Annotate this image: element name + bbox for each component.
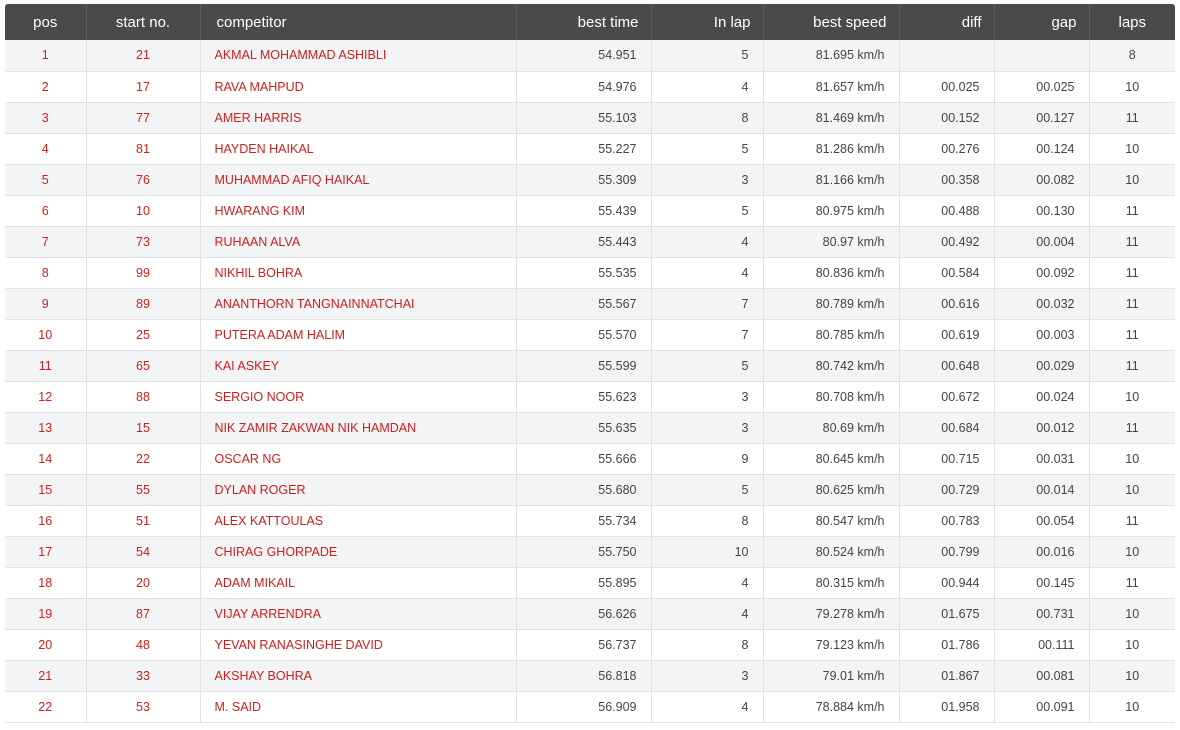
cell-start-no: 48 bbox=[86, 629, 200, 660]
table-row[interactable] bbox=[5, 195, 1175, 226]
cell-start-no: 10 bbox=[86, 195, 200, 226]
cell-diff: 00.729 bbox=[899, 474, 994, 505]
table-row[interactable] bbox=[5, 133, 1175, 164]
cell-gap: 00.124 bbox=[994, 133, 1089, 164]
cell-start-no: 54 bbox=[86, 536, 200, 567]
cell-pos: 8 bbox=[5, 257, 86, 288]
column-header-laps[interactable]: laps bbox=[1089, 4, 1175, 40]
cell-start-no: 22 bbox=[86, 443, 200, 474]
cell-in-lap: 4 bbox=[651, 691, 763, 722]
cell-pos: 2 bbox=[5, 71, 86, 102]
cell-gap: 00.032 bbox=[994, 288, 1089, 319]
cell-in-lap: 4 bbox=[651, 71, 763, 102]
cell-diff: 01.958 bbox=[899, 691, 994, 722]
cell-diff: 00.616 bbox=[899, 288, 994, 319]
table-row[interactable] bbox=[5, 319, 1175, 350]
cell-best-time: 55.680 bbox=[516, 474, 651, 505]
cell-competitor-link[interactable]: SERGIO NOOR bbox=[200, 381, 516, 412]
cell-laps: 11 bbox=[1089, 195, 1175, 226]
cell-diff: 00.276 bbox=[899, 133, 994, 164]
table-row[interactable] bbox=[5, 629, 1175, 660]
cell-in-lap: 3 bbox=[651, 660, 763, 691]
table-row[interactable] bbox=[5, 71, 1175, 102]
cell-best-speed: 78.884 km/h bbox=[763, 691, 899, 722]
cell-best-speed: 79.01 km/h bbox=[763, 660, 899, 691]
cell-best-speed: 79.278 km/h bbox=[763, 598, 899, 629]
cell-best-speed: 80.625 km/h bbox=[763, 474, 899, 505]
cell-pos: 15 bbox=[5, 474, 86, 505]
cell-gap: 00.091 bbox=[994, 691, 1089, 722]
cell-laps: 11 bbox=[1089, 288, 1175, 319]
cell-competitor-link[interactable]: NIKHIL BOHRA bbox=[200, 257, 516, 288]
cell-gap: 00.031 bbox=[994, 443, 1089, 474]
table-row[interactable] bbox=[5, 660, 1175, 691]
column-header-in-lap[interactable]: In lap bbox=[651, 4, 763, 40]
cell-pos: 19 bbox=[5, 598, 86, 629]
column-header-pos[interactable]: pos bbox=[33, 13, 58, 31]
cell-in-lap: 3 bbox=[651, 412, 763, 443]
results-table-container bbox=[5, 4, 1175, 723]
cell-best-speed: 80.524 km/h bbox=[763, 536, 899, 567]
cell-in-lap: 5 bbox=[651, 40, 763, 71]
cell-pos: 1 bbox=[5, 40, 86, 71]
cell-gap: 00.004 bbox=[994, 226, 1089, 257]
table-row[interactable] bbox=[5, 505, 1175, 536]
cell-pos: 16 bbox=[5, 505, 86, 536]
cell-gap: 00.014 bbox=[994, 474, 1089, 505]
cell-gap: 00.012 bbox=[994, 412, 1089, 443]
cell-gap: 00.003 bbox=[994, 319, 1089, 350]
table-header-row bbox=[5, 4, 1175, 40]
cell-best-time: 54.951 bbox=[516, 40, 651, 71]
cell-start-no: 53 bbox=[86, 691, 200, 722]
cell-pos: 6 bbox=[5, 195, 86, 226]
cell-laps: 10 bbox=[1089, 164, 1175, 195]
cell-gap: 00.111 bbox=[994, 629, 1089, 660]
cell-best-speed: 80.69 km/h bbox=[763, 412, 899, 443]
cell-gap: 00.024 bbox=[994, 381, 1089, 412]
cell-gap: 00.731 bbox=[994, 598, 1089, 629]
cell-in-lap: 10 bbox=[651, 536, 763, 567]
cell-gap bbox=[994, 40, 1089, 71]
cell-start-no: 99 bbox=[86, 257, 200, 288]
cell-best-speed: 80.836 km/h bbox=[763, 257, 899, 288]
table-row[interactable] bbox=[5, 412, 1175, 443]
cell-laps: 10 bbox=[1089, 629, 1175, 660]
table-row[interactable] bbox=[5, 691, 1175, 722]
cell-best-time: 55.666 bbox=[516, 443, 651, 474]
cell-in-lap: 8 bbox=[651, 102, 763, 133]
cell-pos: 11 bbox=[5, 350, 86, 381]
cell-best-speed: 81.286 km/h bbox=[763, 133, 899, 164]
cell-diff: 00.715 bbox=[899, 443, 994, 474]
cell-competitor-link[interactable]: MUHAMMAD AFIQ HAIKAL bbox=[200, 164, 516, 195]
cell-laps: 11 bbox=[1089, 505, 1175, 536]
cell-start-no: 89 bbox=[86, 288, 200, 319]
cell-competitor-link[interactable]: AMER HARRIS bbox=[200, 102, 516, 133]
table-row[interactable] bbox=[5, 567, 1175, 598]
cell-pos: 10 bbox=[5, 319, 86, 350]
table-row[interactable] bbox=[5, 536, 1175, 567]
cell-competitor-link[interactable]: RAVA MAHPUD bbox=[200, 71, 516, 102]
cell-start-no: 55 bbox=[86, 474, 200, 505]
cell-start-no: 77 bbox=[86, 102, 200, 133]
cell-in-lap: 9 bbox=[651, 443, 763, 474]
cell-best-speed: 80.742 km/h bbox=[763, 350, 899, 381]
cell-start-no: 87 bbox=[86, 598, 200, 629]
table-row[interactable] bbox=[5, 350, 1175, 381]
cell-best-time: 55.635 bbox=[516, 412, 651, 443]
column-header-diff[interactable]: diff bbox=[899, 4, 994, 40]
table-row[interactable] bbox=[5, 102, 1175, 133]
cell-competitor-link[interactable]: PUTERA ADAM HALIM bbox=[200, 319, 516, 350]
column-header-gap[interactable]: gap bbox=[994, 4, 1089, 40]
cell-best-time: 56.626 bbox=[516, 598, 651, 629]
cell-competitor-link[interactable]: AKMAL MOHAMMAD ASHIBLI bbox=[200, 40, 516, 71]
cell-start-no: 88 bbox=[86, 381, 200, 412]
cell-competitor-link[interactable]: ADAM MIKAIL bbox=[200, 567, 516, 598]
cell-gap: 00.145 bbox=[994, 567, 1089, 598]
cell-pos: 22 bbox=[5, 691, 86, 722]
table-row[interactable] bbox=[5, 474, 1175, 505]
cell-diff: 00.684 bbox=[899, 412, 994, 443]
cell-laps: 11 bbox=[1089, 319, 1175, 350]
cell-gap: 00.127 bbox=[994, 102, 1089, 133]
table-row[interactable] bbox=[5, 226, 1175, 257]
cell-competitor-link[interactable]: NIK ZAMIR ZAKWAN NIK HAMDAN bbox=[200, 412, 516, 443]
table-body bbox=[5, 40, 1175, 722]
table-row[interactable] bbox=[5, 164, 1175, 195]
cell-best-speed: 80.708 km/h bbox=[763, 381, 899, 412]
cell-competitor-link[interactable]: ALEX KATTOULAS bbox=[200, 505, 516, 536]
cell-best-speed: 79.123 km/h bbox=[763, 629, 899, 660]
cell-diff: 01.786 bbox=[899, 629, 994, 660]
cell-laps: 11 bbox=[1089, 102, 1175, 133]
cell-start-no: 81 bbox=[86, 133, 200, 164]
cell-laps: 10 bbox=[1089, 133, 1175, 164]
cell-diff: 00.488 bbox=[899, 195, 994, 226]
cell-in-lap: 3 bbox=[651, 381, 763, 412]
cell-best-speed: 81.166 km/h bbox=[763, 164, 899, 195]
cell-start-no: 25 bbox=[86, 319, 200, 350]
cell-competitor-link[interactable]: VIJAY ARRENDRA bbox=[200, 598, 516, 629]
cell-best-time: 55.895 bbox=[516, 567, 651, 598]
cell-gap: 00.130 bbox=[994, 195, 1089, 226]
cell-best-time: 55.623 bbox=[516, 381, 651, 412]
cell-start-no: 76 bbox=[86, 164, 200, 195]
cell-pos: 9 bbox=[5, 288, 86, 319]
table-row[interactable] bbox=[5, 598, 1175, 629]
cell-best-time: 55.734 bbox=[516, 505, 651, 536]
cell-best-speed: 81.657 km/h bbox=[763, 71, 899, 102]
cell-best-speed: 80.315 km/h bbox=[763, 567, 899, 598]
cell-start-no: 17 bbox=[86, 71, 200, 102]
cell-best-speed: 81.469 km/h bbox=[763, 102, 899, 133]
cell-laps: 8 bbox=[1089, 40, 1175, 71]
cell-laps: 10 bbox=[1089, 443, 1175, 474]
cell-best-time: 55.227 bbox=[516, 133, 651, 164]
results-table bbox=[5, 4, 1175, 723]
cell-diff: 00.584 bbox=[899, 257, 994, 288]
cell-in-lap: 5 bbox=[651, 474, 763, 505]
column-header-best-speed[interactable]: best speed bbox=[763, 4, 899, 40]
cell-competitor-link[interactable]: ANANTHORN TANGNAINNATCHAI bbox=[200, 288, 516, 319]
cell-start-no: 73 bbox=[86, 226, 200, 257]
cell-laps: 10 bbox=[1089, 691, 1175, 722]
cell-best-time: 55.443 bbox=[516, 226, 651, 257]
table-row[interactable] bbox=[5, 257, 1175, 288]
cell-best-time: 55.750 bbox=[516, 536, 651, 567]
cell-best-time: 56.909 bbox=[516, 691, 651, 722]
cell-competitor-link[interactable]: OSCAR NG bbox=[200, 443, 516, 474]
cell-best-time: 55.439 bbox=[516, 195, 651, 226]
cell-in-lap: 8 bbox=[651, 505, 763, 536]
cell-diff: 00.025 bbox=[899, 71, 994, 102]
cell-diff: 00.783 bbox=[899, 505, 994, 536]
cell-diff: 00.799 bbox=[899, 536, 994, 567]
cell-laps: 11 bbox=[1089, 567, 1175, 598]
cell-in-lap: 5 bbox=[651, 350, 763, 381]
cell-in-lap: 3 bbox=[651, 164, 763, 195]
table-row[interactable] bbox=[5, 443, 1175, 474]
cell-in-lap: 4 bbox=[651, 567, 763, 598]
cell-diff: 00.648 bbox=[899, 350, 994, 381]
cell-laps: 10 bbox=[1089, 660, 1175, 691]
cell-in-lap: 8 bbox=[651, 629, 763, 660]
cell-diff bbox=[899, 40, 994, 71]
cell-best-speed: 80.785 km/h bbox=[763, 319, 899, 350]
cell-gap: 00.025 bbox=[994, 71, 1089, 102]
cell-laps: 10 bbox=[1089, 381, 1175, 412]
cell-best-time: 55.567 bbox=[516, 288, 651, 319]
table-row[interactable] bbox=[5, 288, 1175, 319]
cell-in-lap: 7 bbox=[651, 288, 763, 319]
cell-diff: 00.619 bbox=[899, 319, 994, 350]
cell-competitor-link[interactable]: DYLAN ROGER bbox=[200, 474, 516, 505]
cell-pos: 4 bbox=[5, 133, 86, 164]
cell-pos: 18 bbox=[5, 567, 86, 598]
cell-best-speed: 80.97 km/h bbox=[763, 226, 899, 257]
cell-gap: 00.016 bbox=[994, 536, 1089, 567]
cell-best-speed: 80.789 km/h bbox=[763, 288, 899, 319]
cell-best-time: 55.103 bbox=[516, 102, 651, 133]
cell-competitor-link[interactable]: HWARANG KIM bbox=[200, 195, 516, 226]
cell-diff: 00.152 bbox=[899, 102, 994, 133]
cell-laps: 10 bbox=[1089, 598, 1175, 629]
cell-pos: 20 bbox=[5, 629, 86, 660]
cell-pos: 5 bbox=[5, 164, 86, 195]
cell-diff: 00.672 bbox=[899, 381, 994, 412]
cell-best-time: 56.737 bbox=[516, 629, 651, 660]
table-row[interactable] bbox=[5, 40, 1175, 71]
cell-in-lap: 4 bbox=[651, 226, 763, 257]
cell-gap: 00.054 bbox=[994, 505, 1089, 536]
column-header-start-no[interactable]: start no. bbox=[86, 4, 200, 40]
cell-in-lap: 4 bbox=[651, 257, 763, 288]
cell-pos: 3 bbox=[5, 102, 86, 133]
table-row[interactable] bbox=[5, 381, 1175, 412]
cell-in-lap: 5 bbox=[651, 195, 763, 226]
cell-laps: 11 bbox=[1089, 350, 1175, 381]
cell-competitor-link[interactable]: KAI ASKEY bbox=[200, 350, 516, 381]
cell-best-speed: 80.975 km/h bbox=[763, 195, 899, 226]
cell-laps: 11 bbox=[1089, 412, 1175, 443]
cell-start-no: 33 bbox=[86, 660, 200, 691]
cell-start-no: 51 bbox=[86, 505, 200, 536]
cell-best-speed: 81.695 km/h bbox=[763, 40, 899, 71]
cell-diff: 01.675 bbox=[899, 598, 994, 629]
cell-best-time: 55.309 bbox=[516, 164, 651, 195]
cell-best-time: 54.976 bbox=[516, 71, 651, 102]
cell-in-lap: 7 bbox=[651, 319, 763, 350]
cell-start-no: 21 bbox=[86, 40, 200, 71]
cell-diff: 00.358 bbox=[899, 164, 994, 195]
cell-pos: 13 bbox=[5, 412, 86, 443]
column-header-competitor[interactable]: competitor bbox=[200, 4, 516, 40]
cell-competitor-link[interactable]: AKSHAY BOHRA bbox=[200, 660, 516, 691]
cell-best-time: 55.535 bbox=[516, 257, 651, 288]
cell-pos: 7 bbox=[5, 226, 86, 257]
cell-gap: 00.081 bbox=[994, 660, 1089, 691]
cell-competitor-link[interactable]: HAYDEN HAIKAL bbox=[200, 133, 516, 164]
cell-start-no: 15 bbox=[86, 412, 200, 443]
cell-best-speed: 80.645 km/h bbox=[763, 443, 899, 474]
cell-diff: 00.944 bbox=[899, 567, 994, 598]
cell-laps: 10 bbox=[1089, 474, 1175, 505]
cell-gap: 00.029 bbox=[994, 350, 1089, 381]
column-header-best-time[interactable]: best time bbox=[516, 4, 651, 40]
cell-pos: 12 bbox=[5, 381, 86, 412]
cell-start-no: 20 bbox=[86, 567, 200, 598]
cell-laps: 11 bbox=[1089, 226, 1175, 257]
cell-laps: 11 bbox=[1089, 257, 1175, 288]
cell-diff: 00.492 bbox=[899, 226, 994, 257]
cell-competitor-link[interactable]: YEVAN RANASINGHE DAVID bbox=[200, 629, 516, 660]
cell-best-time: 56.818 bbox=[516, 660, 651, 691]
cell-pos: 17 bbox=[5, 536, 86, 567]
cell-pos: 14 bbox=[5, 443, 86, 474]
cell-best-time: 55.599 bbox=[516, 350, 651, 381]
cell-start-no: 65 bbox=[86, 350, 200, 381]
cell-gap: 00.082 bbox=[994, 164, 1089, 195]
cell-best-time: 55.570 bbox=[516, 319, 651, 350]
cell-gap: 00.092 bbox=[994, 257, 1089, 288]
cell-in-lap: 5 bbox=[651, 133, 763, 164]
cell-best-speed: 80.547 km/h bbox=[763, 505, 899, 536]
cell-laps: 10 bbox=[1089, 71, 1175, 102]
cell-in-lap: 4 bbox=[651, 598, 763, 629]
cell-competitor-link[interactable]: RUHAAN ALVA bbox=[200, 226, 516, 257]
cell-laps: 10 bbox=[1089, 536, 1175, 567]
cell-pos: 21 bbox=[5, 660, 86, 691]
cell-competitor-link[interactable]: M. SAID bbox=[200, 691, 516, 722]
cell-diff: 01.867 bbox=[899, 660, 994, 691]
cell-competitor-link[interactable]: CHIRAG GHORPADE bbox=[200, 536, 516, 567]
